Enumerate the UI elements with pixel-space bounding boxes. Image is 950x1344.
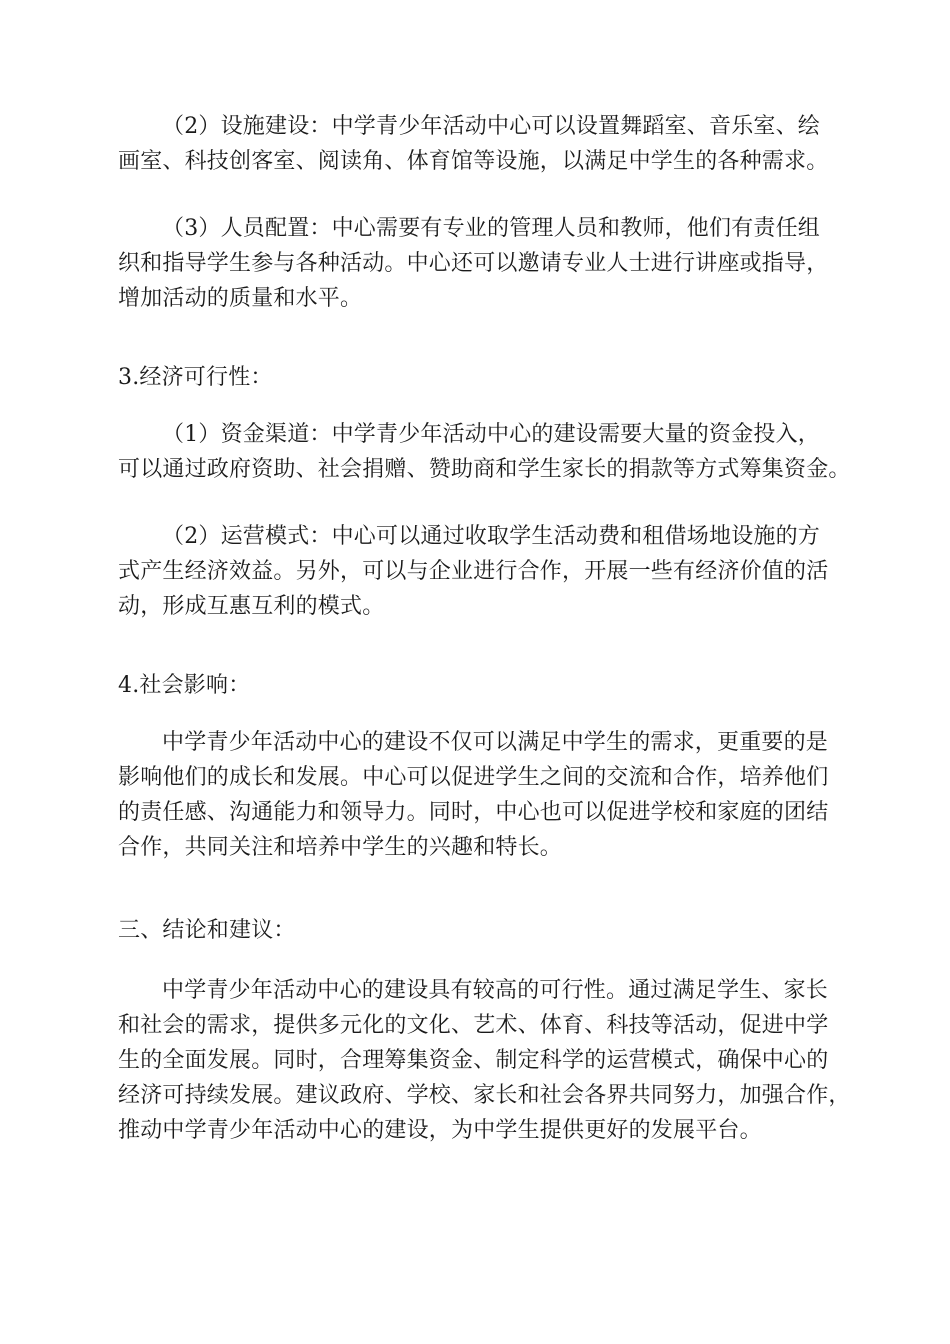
text-line: 增加活动的质量和水平。 (118, 286, 363, 311)
section-heading-economic (118, 360, 858, 395)
paragraph-operation (118, 519, 858, 624)
text-line: （2）设施建设：中学青少年活动中心可以设置舞蹈室、音乐室、绘 (162, 114, 820, 139)
text-line: 生的全面发展。同时，合理筹集资金、制定科学的运营模式，确保中心的 (118, 1048, 829, 1073)
text-line: 式产生经济效益。另外，可以与企业进行合作，开展一些有经济价值的活 (118, 559, 829, 584)
text-line: 中学青少年活动中心的建设不仅可以满足中学生的需求，更重要的是 (162, 730, 829, 755)
text-line: 的责任感、沟通能力和领导力。同时，中心也可以促进学校和家庭的团结 (118, 800, 829, 825)
text-line: 中学青少年活动中心的建设具有较高的可行性。通过满足学生、家长 (162, 978, 829, 1003)
paragraph-facilities (118, 109, 858, 179)
text-line: （2）运营模式：中心可以通过收取学生活动费和租借场地设施的方 (162, 524, 820, 549)
text-line: 动，形成互惠互利的模式。 (118, 594, 385, 619)
paragraph-social-impact (118, 725, 858, 865)
text-line: 可以通过政府资助、社会捐赠、赞助商和学生家长的捐款等方式筹集资金。 (118, 457, 851, 482)
text-line: 经济可持续发展。建议政府、学校、家长和社会各界共同努力，加强合作， (118, 1083, 851, 1108)
text-line: 合作，共同关注和培养中学生的兴趣和特长。 (118, 835, 563, 860)
text-line: （1）资金渠道：中学青少年活动中心的建设需要大量的资金投入， (162, 422, 820, 447)
text-line: 影响他们的成长和发展。中心可以促进学生之间的交流和合作，培养他们 (118, 765, 829, 790)
section-heading-social (118, 668, 858, 703)
paragraph-staffing (118, 211, 858, 316)
text-line: 推动中学青少年活动中心的建设，为中学生提供更好的发展平台。 (118, 1118, 762, 1143)
heading-text: 三、结论和建议： (118, 918, 296, 943)
text-line: （3）人员配置：中心需要有专业的管理人员和教师，他们有责任组 (162, 216, 820, 241)
heading-text: 3.经济可行性： (118, 365, 273, 390)
heading-text: 4.社会影响： (118, 673, 251, 698)
text-line: 画室、科技创客室、阅读角、体育馆等设施，以满足中学生的各种需求。 (118, 149, 829, 174)
section-heading-conclusion (118, 913, 858, 948)
text-line: 织和指导学生参与各种活动。中心还可以邀请专业人士进行讲座或指导， (118, 251, 829, 276)
text-line: 和社会的需求，提供多元化的文化、艺术、体育、科技等活动，促进中学 (118, 1013, 829, 1038)
paragraph-funding (118, 417, 858, 487)
paragraph-conclusion (118, 973, 858, 1148)
